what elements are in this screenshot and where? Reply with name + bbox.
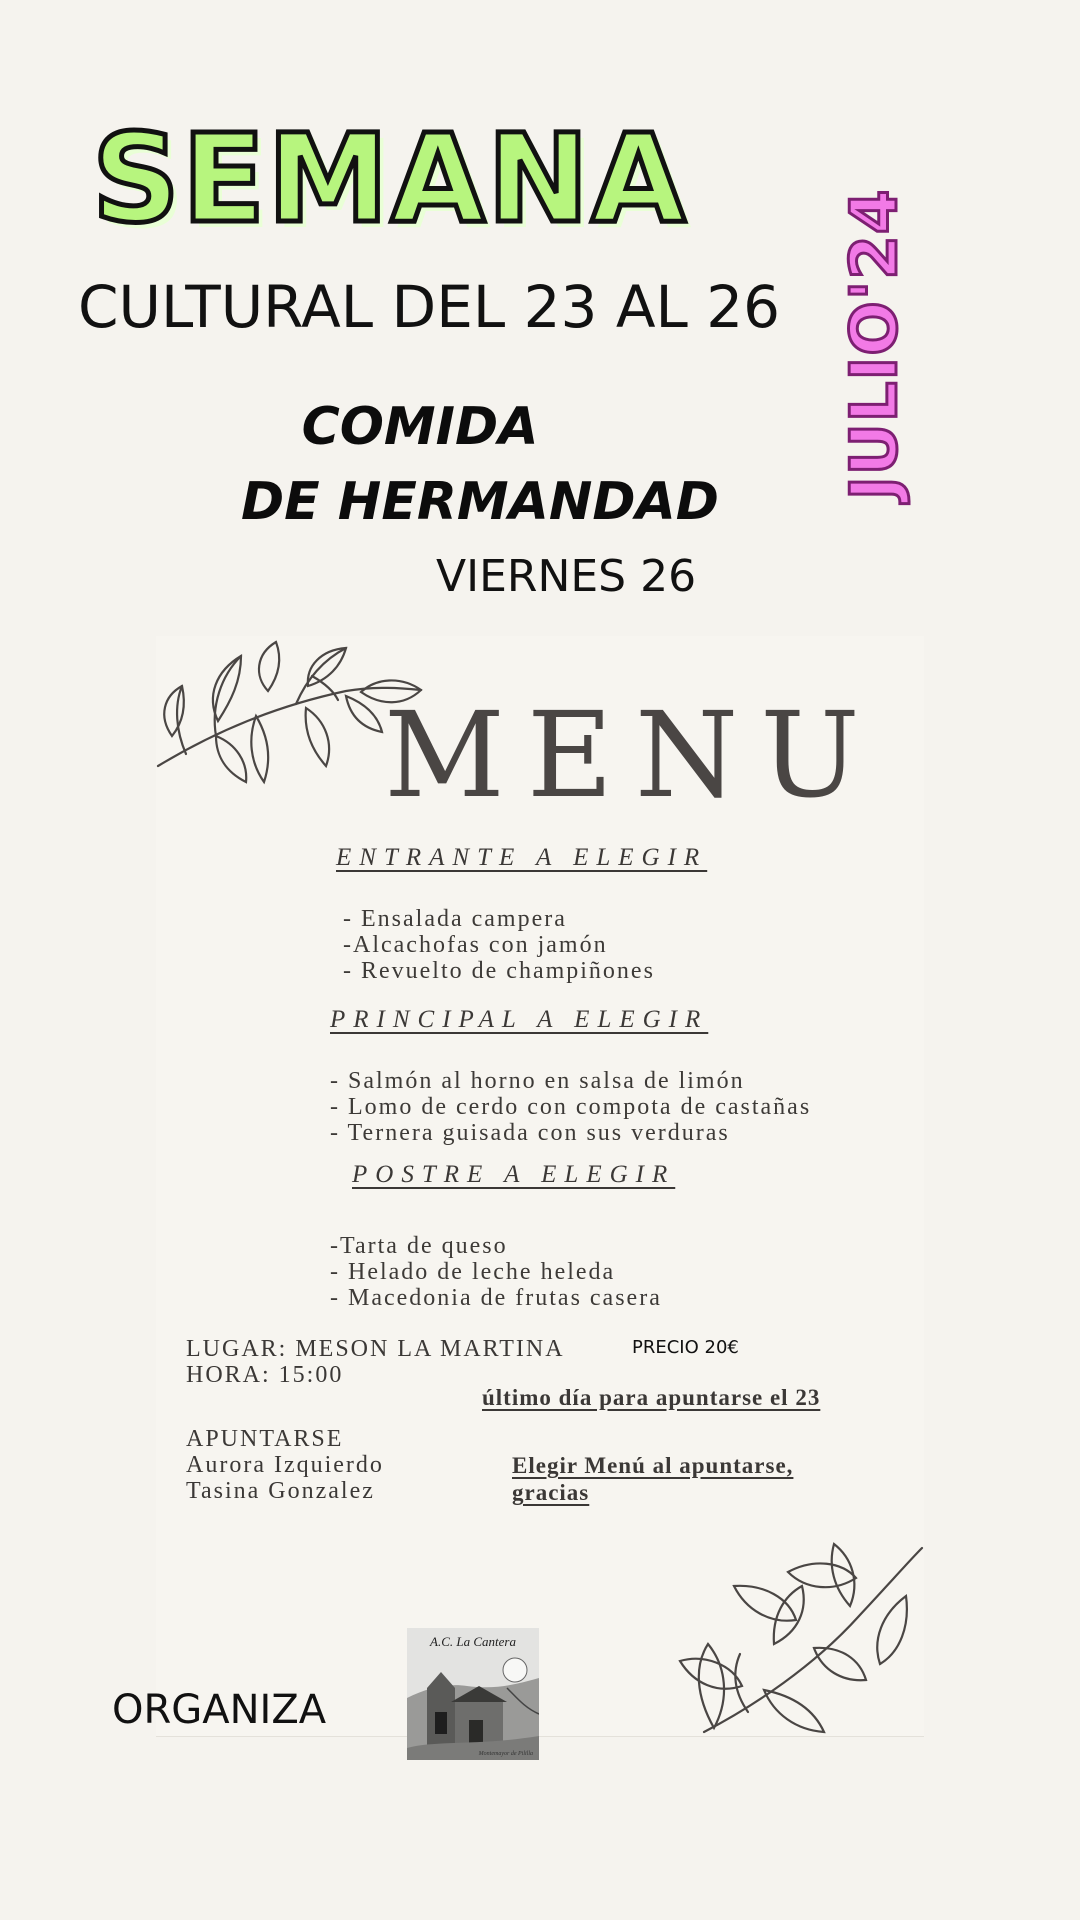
contact-name: Tasina Gonzalez xyxy=(186,1478,375,1504)
section-entrante xyxy=(336,844,707,984)
list-item: - Helado de leche heleda xyxy=(330,1259,616,1285)
choose-menu-note-line2: gracias xyxy=(512,1480,590,1505)
list-item: -Alcachofas con jamón xyxy=(343,932,608,958)
section-heading: ENTRANTE A ELEGIR xyxy=(336,844,708,871)
event-title-line1: COMIDA xyxy=(301,397,539,457)
choose-menu-note xyxy=(512,1452,793,1506)
leaf-branch-bottom-icon xyxy=(674,1536,924,1736)
price-text: PRECIO 20€ xyxy=(632,1337,739,1358)
item-list xyxy=(336,906,707,984)
association-logo xyxy=(407,1628,539,1760)
list-item: - Revuelto de champiñones xyxy=(343,958,655,984)
apuntarse-heading: APUNTARSE xyxy=(186,1426,344,1452)
organiza-label: ORGANIZA xyxy=(112,1687,327,1733)
section-principal xyxy=(330,1006,811,1146)
list-item: -Tarta de queso xyxy=(330,1233,508,1259)
logo-title: A.C. La Cantera xyxy=(430,1634,516,1649)
julio-vertical-label: JULIO'24 xyxy=(838,188,912,500)
cultural-subtitle: CULTURAL DEL 23 AL 26 xyxy=(78,273,781,341)
logo-caption: Montemayor de Pililla xyxy=(478,1751,533,1757)
hora-text: HORA: 15:00 xyxy=(186,1362,344,1388)
contacts-block xyxy=(186,1426,384,1504)
list-item: - Lomo de cerdo con compota de castañas xyxy=(330,1094,812,1120)
menu-title: MENU xyxy=(384,686,882,824)
event-info xyxy=(186,1336,565,1388)
event-day: VIERNES 26 xyxy=(436,551,697,602)
event-title xyxy=(0,390,960,541)
list-item: - Ensalada campera xyxy=(343,906,567,932)
event-title-line2: DE HERMANDAD xyxy=(241,472,719,533)
contact-name: Aurora Izquierdo xyxy=(186,1452,384,1478)
list-item: - Salmón al horno en salsa de limón xyxy=(330,1068,745,1094)
semana-title: SEMANA xyxy=(92,108,688,250)
menu-card xyxy=(156,636,924,1737)
list-item: - Macedonia de frutas casera xyxy=(330,1285,662,1311)
item-list xyxy=(330,1233,675,1311)
lugar-text: LUGAR: MESON LA MARTINA xyxy=(186,1336,565,1362)
choose-menu-note-line1: Elegir Menú al apuntarse, xyxy=(512,1453,794,1478)
deadline-note: último día para apuntarse el 23 xyxy=(482,1385,821,1410)
list-item: - Ternera guisada con sus verduras xyxy=(330,1120,730,1146)
section-postre xyxy=(330,1161,676,1311)
section-heading: POSTRE A ELEGIR xyxy=(352,1161,676,1188)
section-heading: PRINCIPAL A ELEGIR xyxy=(330,1006,709,1033)
item-list xyxy=(330,1068,811,1146)
